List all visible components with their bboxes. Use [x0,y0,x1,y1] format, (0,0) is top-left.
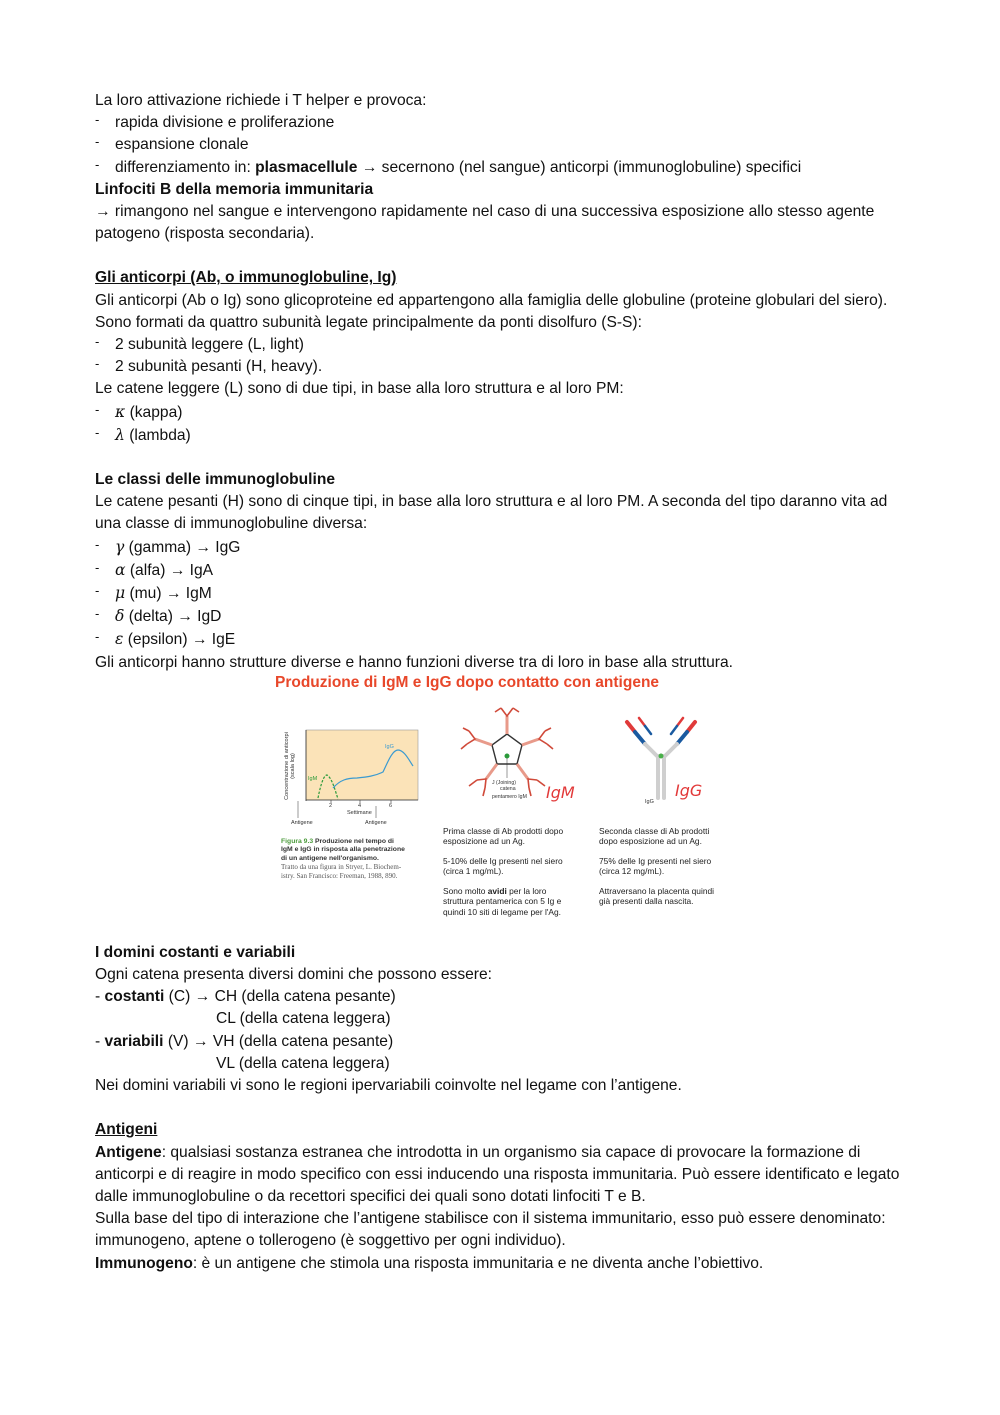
memory-text: → rimangono nel sangue e intervengono rapidamente nel caso di una successiva esposizione allo stesso agente patogeno (risposta secondaria). [95,203,875,243]
domain-constant-light: CL (della catena leggera) [216,1010,391,1028]
antibodies-heading: Gli anticorpi (Ab, o immunoglobuline, Ig) [95,269,397,287]
list-item: - γ (gamma) → IgG [95,536,905,559]
graph-plot-area [306,730,418,800]
list-item: - μ (mu) → IgM [95,582,905,605]
document-page [95,90,905,1275]
tick-label: 4 [358,802,362,809]
antigen-text: Sulla base del tipo di interazione che l’antigene stabilisce con il sistema immunitario, esso può essere denominato: immunogeno, aptene o tollerogeno (è soggettivo per ogni individuo). [95,1210,886,1250]
igm-handwritten-label: IgM [546,782,575,802]
antibody-graph [284,730,418,826]
light-chain-text: Le catene leggere (L) sono di due tipi, in base alla loro struttura e al loro PM: [95,380,624,398]
figure-title: Produzione di IgM e IgG dopo contatto con antigene [275,673,660,691]
hinge-region [659,753,664,758]
graph-ylabel-2: (scala log) [290,752,296,779]
list-item: - δ (delta) → IgD [95,605,905,628]
antibody-production-figure [95,673,905,942]
list-item: - κ (kappa) [95,401,905,424]
bullet-dash: - [95,112,100,128]
domain-variable: - variabili (V) → VH (della catena pesante) [95,1032,394,1050]
immunogen-definition: Immunogeno: è un antigene che stimola una risposta immunitaria e ne diventa anche l’obiettivo. [95,1254,764,1272]
igg-curve-label: IgG [385,743,394,750]
bullet-dash: - [95,583,100,599]
graph-xlabel: Settimane [347,809,372,816]
domains-closing: Nei domini variabili vi sono le regioni ipervariabili coinvolte nel legame con l’antigene. [95,1077,682,1095]
list-item: - rapida divisione e proliferazione [95,112,905,134]
bullet-dash: - [95,401,100,417]
tick-label: 6 [389,802,393,809]
igg-small-label: IgG [645,798,654,805]
list-item: - λ (lambda) [95,424,905,447]
list-item: - 2 subunità leggere (L, light) [95,334,905,356]
bullet-dash: - [95,606,100,622]
graph-ylabel: Concentrazione di anticorpi [284,731,290,800]
j-chain-label: J (Joining) [492,779,516,786]
antigen-definition: Antigene: qualsiasi sostanza estranea che introdotta in un organismo sia capace di provocare la formazione di anticorpi e di reagire in modo specifico con essi inducendo una risposta immunitaria. Può essere identificato e legato dalle immunoglobuline o da recettori specifici dei quali sono dotati linfociti T e B. [95,1143,900,1205]
figure-caption: Figura 9.3 Produzione nel tempo di IgM e IgG in risposta alla penetrazione di un antigene nell'organismo. Tratto da una figura in Stryer, L. Biochem- istry. San Francisco: Freeman, 1988, 890. [281,837,405,880]
igm-description: Prima classe di Ab prodotti dopo esposizione ad un Ag. 5-10% delle Ig presenti nel siero (circa 1 mg/mL). Sono molto avidi per la loro struttura pentamerica con 5 Ig e quindi 10 siti di legame per l'Ag. [443,825,564,917]
tick-label: 2 [329,802,333,809]
classes-closing: Gli anticorpi hanno strutture diverse e hanno funzioni diverse tra di loro in base alla struttura. [95,653,733,671]
domain-constant: - costanti (C) → CH (della catena pesante) [95,988,396,1006]
igg-handwritten-label: IgG [675,780,703,800]
igm-curve-label: IgM [308,775,318,782]
classes-text: Le catene pesanti (H) sono di cinque tipi, in base alla loro struttura e al loro PM. A seconda del tipo daranno vita ad una classe di immunoglobuline diversa: [95,493,888,533]
bullet-dash: - [95,536,100,552]
domain-variable-light: VL (della catena leggera) [216,1054,390,1072]
bullet-dash: - [95,559,100,575]
list-item: - ε (epsilon) → IgE [95,628,905,651]
antibodies-text: Gli anticorpi (Ab o Ig) sono glicoproteine ed appartengono alla famiglia delle globuline (proteine globulari del siero). Sono formati da quattro subunità legate principalmente da ponti disolfuro (S-S): [95,291,888,331]
igg-description: Seconda classe di Ab prodotti dopo esposizione ad un Ag. 75% delle Ig presenti nel siero (circa 12 mg/mL). Attraversano la placenta quindi già presenti dalla nascita. [599,825,714,907]
antigens-heading: Antigeni [95,1121,158,1139]
classes-heading: Le classi delle immunoglobuline [95,471,336,489]
j-chain [505,753,510,758]
bullet-dash: - [95,424,100,440]
list-item: - 2 subunità pesanti (H, heavy). [95,356,905,378]
list-item: - espansione clonale [95,134,905,156]
bullet-dash: - [95,629,100,645]
memory-heading: Linfociti B della memoria immunitaria [95,180,374,198]
list-item: - differenziamento in: plasmacellule → secernono (nel sangue) anticorpi (immunoglobuline) specifici [95,157,905,179]
bullet-dash: - [95,334,100,350]
antigen-label-2: Antigene [365,819,387,826]
bullet-dash: - [95,356,100,372]
list-item: - α (alfa) → IgA [95,559,905,582]
domains-heading: I domini costanti e variabili [95,943,296,961]
bullet-dash: - [95,134,100,150]
domains-text: Ogni catena presenta diversi domini che possono essere: [95,966,493,984]
bullet-dash: - [95,156,100,172]
pentamer-label: pentamero IgM [492,793,527,800]
j-chain-label-2: catena [500,785,516,792]
antigen-label-1: Antigene [291,819,313,826]
intro-line: La loro attivazione richiede i T helper e provoca: [95,92,427,109]
